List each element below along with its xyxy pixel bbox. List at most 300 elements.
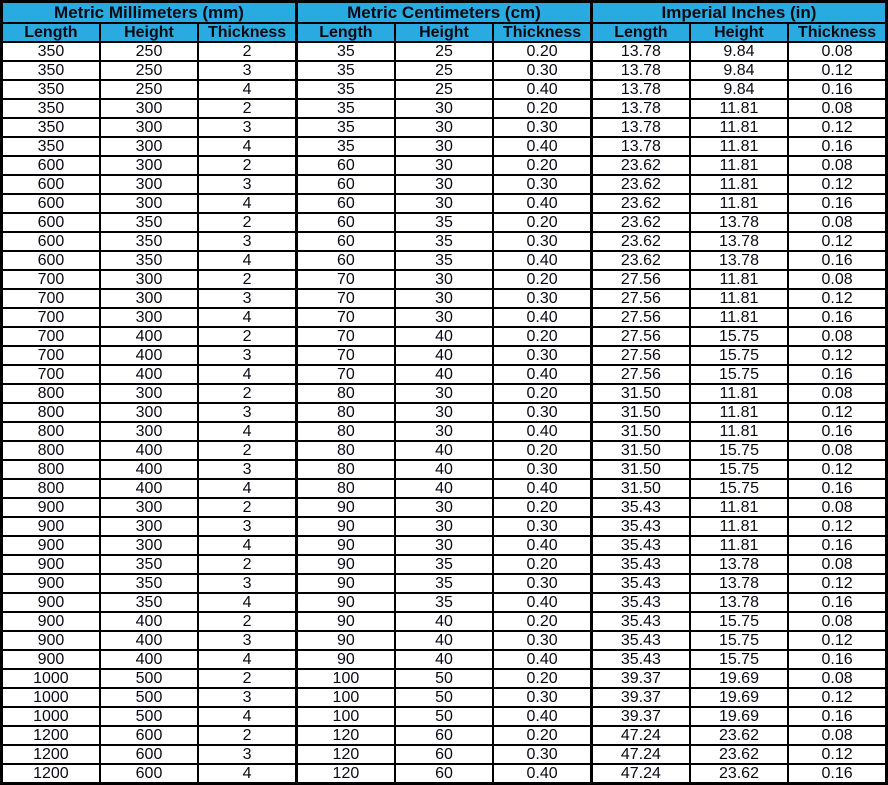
cell: 9.84 xyxy=(690,80,788,99)
cell: 19.69 xyxy=(690,688,788,707)
table-row xyxy=(2,669,887,688)
column-header-cm-thickness: Thickness xyxy=(493,23,591,42)
cell: 35 xyxy=(395,251,493,270)
cell: 1000 xyxy=(2,669,100,688)
table-row xyxy=(2,346,887,365)
cell: 30 xyxy=(395,308,493,327)
cell: 0.40 xyxy=(493,422,591,441)
table-row xyxy=(2,194,887,213)
table-row xyxy=(2,61,887,80)
table-row xyxy=(2,99,887,118)
cell: 70 xyxy=(296,270,394,289)
cell: 0.20 xyxy=(493,384,591,403)
cell: 31.50 xyxy=(591,479,689,498)
cell: 0.08 xyxy=(788,669,886,688)
cell: 0.12 xyxy=(788,403,886,422)
cell: 300 xyxy=(100,517,198,536)
cell: 350 xyxy=(2,42,100,61)
cell: 350 xyxy=(100,232,198,251)
cell: 23.62 xyxy=(591,156,689,175)
cell: 120 xyxy=(296,726,394,745)
cell: 0.08 xyxy=(788,384,886,403)
cell: 13.78 xyxy=(591,42,689,61)
cell: 35 xyxy=(296,99,394,118)
table-row xyxy=(2,498,887,517)
table-row xyxy=(2,517,887,536)
table-row xyxy=(2,555,887,574)
cell: 70 xyxy=(296,346,394,365)
cell: 0.20 xyxy=(493,99,591,118)
cell: 700 xyxy=(2,365,100,384)
group-header-metric-mm: Metric Millimeters (mm) xyxy=(2,2,297,24)
cell: 900 xyxy=(2,536,100,555)
cell: 600 xyxy=(100,764,198,784)
cell: 300 xyxy=(100,156,198,175)
cell: 30 xyxy=(395,99,493,118)
cell: 0.30 xyxy=(493,460,591,479)
cell: 0.30 xyxy=(493,688,591,707)
cell: 0.16 xyxy=(788,422,886,441)
cell: 0.20 xyxy=(493,156,591,175)
table-row xyxy=(2,536,887,555)
cell: 800 xyxy=(2,384,100,403)
cell: 900 xyxy=(2,517,100,536)
cell: 3 xyxy=(198,460,296,479)
cell: 35.43 xyxy=(591,650,689,669)
cell: 1200 xyxy=(2,726,100,745)
table-row xyxy=(2,745,887,764)
cell: 0.20 xyxy=(493,612,591,631)
cell: 0.08 xyxy=(788,42,886,61)
cell: 15.75 xyxy=(690,365,788,384)
cell: 300 xyxy=(100,289,198,308)
cell: 35.43 xyxy=(591,498,689,517)
cell: 11.81 xyxy=(690,517,788,536)
cell: 11.81 xyxy=(690,308,788,327)
cell: 30 xyxy=(395,137,493,156)
cell: 300 xyxy=(100,403,198,422)
cell: 1200 xyxy=(2,764,100,784)
table-row xyxy=(2,422,887,441)
cell: 350 xyxy=(100,213,198,232)
cell: 40 xyxy=(395,365,493,384)
cell: 300 xyxy=(100,308,198,327)
cell: 23.62 xyxy=(591,175,689,194)
cell: 600 xyxy=(2,194,100,213)
cell: 13.78 xyxy=(591,61,689,80)
cell: 11.81 xyxy=(690,194,788,213)
cell: 300 xyxy=(100,99,198,118)
column-header-cm-length: Length xyxy=(296,23,394,42)
cell: 2 xyxy=(198,726,296,745)
cell: 400 xyxy=(100,346,198,365)
cell: 13.78 xyxy=(690,593,788,612)
cell: 50 xyxy=(395,707,493,726)
cell: 11.81 xyxy=(690,289,788,308)
cell: 600 xyxy=(2,232,100,251)
cell: 400 xyxy=(100,479,198,498)
cell: 400 xyxy=(100,631,198,650)
cell: 0.30 xyxy=(493,175,591,194)
table-row xyxy=(2,612,887,631)
cell: 47.24 xyxy=(591,726,689,745)
cell: 800 xyxy=(2,479,100,498)
column-header-mm-thickness: Thickness xyxy=(198,23,296,42)
cell: 35.43 xyxy=(591,612,689,631)
cell: 13.78 xyxy=(591,118,689,137)
cell: 100 xyxy=(296,707,394,726)
cell: 40 xyxy=(395,650,493,669)
cell: 0.16 xyxy=(788,80,886,99)
cell: 300 xyxy=(100,194,198,213)
cell: 350 xyxy=(2,118,100,137)
cell: 2 xyxy=(198,441,296,460)
cell: 11.81 xyxy=(690,118,788,137)
cell: 250 xyxy=(100,80,198,99)
table-row xyxy=(2,688,887,707)
cell: 25 xyxy=(395,80,493,99)
cell: 15.75 xyxy=(690,612,788,631)
cell: 9.84 xyxy=(690,61,788,80)
cell: 0.30 xyxy=(493,403,591,422)
cell: 350 xyxy=(100,593,198,612)
table-row xyxy=(2,574,887,593)
cell: 23.62 xyxy=(591,213,689,232)
cell: 3 xyxy=(198,517,296,536)
cell: 400 xyxy=(100,441,198,460)
table-row xyxy=(2,403,887,422)
cell: 11.81 xyxy=(690,137,788,156)
cell: 350 xyxy=(2,99,100,118)
cell: 25 xyxy=(395,42,493,61)
cell: 27.56 xyxy=(591,289,689,308)
cell: 35.43 xyxy=(591,631,689,650)
table-row xyxy=(2,137,887,156)
cell: 800 xyxy=(2,460,100,479)
cell: 60 xyxy=(296,194,394,213)
table-row xyxy=(2,707,887,726)
cell: 3 xyxy=(198,118,296,137)
cell: 27.56 xyxy=(591,308,689,327)
cell: 0.12 xyxy=(788,631,886,650)
cell: 60 xyxy=(296,213,394,232)
cell: 0.20 xyxy=(493,270,591,289)
cell: 0.16 xyxy=(788,251,886,270)
table-row xyxy=(2,80,887,99)
cell: 500 xyxy=(100,707,198,726)
cell: 600 xyxy=(100,745,198,764)
cell: 4 xyxy=(198,764,296,784)
cell: 40 xyxy=(395,631,493,650)
cell: 0.20 xyxy=(493,555,591,574)
cell: 15.75 xyxy=(690,631,788,650)
cell: 30 xyxy=(395,422,493,441)
cell: 0.40 xyxy=(493,593,591,612)
cell: 100 xyxy=(296,688,394,707)
cell: 0.30 xyxy=(493,745,591,764)
cell: 0.08 xyxy=(788,612,886,631)
cell: 0.12 xyxy=(788,574,886,593)
cell: 3 xyxy=(198,61,296,80)
table-row xyxy=(2,460,887,479)
cell: 0.20 xyxy=(493,726,591,745)
cell: 0.40 xyxy=(493,137,591,156)
cell: 3 xyxy=(198,175,296,194)
cell: 2 xyxy=(198,213,296,232)
cell: 0.40 xyxy=(493,251,591,270)
cell: 900 xyxy=(2,555,100,574)
table-row xyxy=(2,289,887,308)
cell: 39.37 xyxy=(591,669,689,688)
cell: 0.40 xyxy=(493,308,591,327)
cell: 11.81 xyxy=(690,156,788,175)
cell: 0.20 xyxy=(493,213,591,232)
cell: 0.08 xyxy=(788,327,886,346)
cell: 0.40 xyxy=(493,764,591,784)
cell: 23.62 xyxy=(690,745,788,764)
cell: 0.40 xyxy=(493,707,591,726)
cell: 80 xyxy=(296,403,394,422)
cell: 40 xyxy=(395,479,493,498)
table-row xyxy=(2,726,887,745)
cell: 23.62 xyxy=(591,251,689,270)
cell: 900 xyxy=(2,631,100,650)
table-row xyxy=(2,118,887,137)
column-header-mm-length: Length xyxy=(2,23,100,42)
cell: 0.16 xyxy=(788,593,886,612)
cell: 11.81 xyxy=(690,384,788,403)
cell: 0.30 xyxy=(493,232,591,251)
cell: 2 xyxy=(198,156,296,175)
cell: 31.50 xyxy=(591,441,689,460)
cell: 0.40 xyxy=(493,479,591,498)
cell: 23.62 xyxy=(690,764,788,784)
cell: 0.16 xyxy=(788,194,886,213)
cell: 15.75 xyxy=(690,479,788,498)
cell: 27.56 xyxy=(591,365,689,384)
cell: 2 xyxy=(198,99,296,118)
cell: 900 xyxy=(2,498,100,517)
cell: 0.16 xyxy=(788,707,886,726)
cell: 300 xyxy=(100,422,198,441)
cell: 60 xyxy=(395,726,493,745)
cell: 27.56 xyxy=(591,346,689,365)
cell: 0.16 xyxy=(788,365,886,384)
cell: 30 xyxy=(395,270,493,289)
cell: 700 xyxy=(2,270,100,289)
cell: 0.12 xyxy=(788,517,886,536)
table-row xyxy=(2,175,887,194)
cell: 90 xyxy=(296,612,394,631)
cell: 0.20 xyxy=(493,327,591,346)
table-row xyxy=(2,156,887,175)
cell: 3 xyxy=(198,289,296,308)
cell: 13.78 xyxy=(591,137,689,156)
cell: 13.78 xyxy=(690,213,788,232)
cell: 600 xyxy=(2,156,100,175)
cell: 90 xyxy=(296,631,394,650)
cell: 90 xyxy=(296,574,394,593)
cell: 2 xyxy=(198,270,296,289)
cell: 70 xyxy=(296,289,394,308)
cell: 13.78 xyxy=(690,232,788,251)
cell: 40 xyxy=(395,346,493,365)
cell: 60 xyxy=(296,251,394,270)
cell: 0.30 xyxy=(493,289,591,308)
cell: 50 xyxy=(395,669,493,688)
cell: 0.40 xyxy=(493,194,591,213)
cell: 900 xyxy=(2,593,100,612)
table-row xyxy=(2,270,887,289)
column-header-cm-height: Height xyxy=(395,23,493,42)
cell: 350 xyxy=(2,137,100,156)
cell: 13.78 xyxy=(690,555,788,574)
cell: 300 xyxy=(100,270,198,289)
cell: 80 xyxy=(296,460,394,479)
cell: 0.08 xyxy=(788,726,886,745)
cell: 300 xyxy=(100,175,198,194)
cell: 0.08 xyxy=(788,498,886,517)
cell: 23.62 xyxy=(591,232,689,251)
cell: 900 xyxy=(2,612,100,631)
cell: 35.43 xyxy=(591,536,689,555)
table-row xyxy=(2,232,887,251)
cell: 3 xyxy=(198,745,296,764)
cell: 2 xyxy=(198,327,296,346)
cell: 400 xyxy=(100,365,198,384)
cell: 0.16 xyxy=(788,479,886,498)
cell: 4 xyxy=(198,479,296,498)
cell: 47.24 xyxy=(591,745,689,764)
cell: 0.16 xyxy=(788,536,886,555)
cell: 2 xyxy=(198,612,296,631)
cell: 47.24 xyxy=(591,764,689,784)
cell: 13.78 xyxy=(591,80,689,99)
cell: 35 xyxy=(395,555,493,574)
table-row xyxy=(2,308,887,327)
group-header-imperial-in: Imperial Inches (in) xyxy=(591,2,886,24)
cell: 31.50 xyxy=(591,422,689,441)
cell: 4 xyxy=(198,80,296,99)
cell: 300 xyxy=(100,384,198,403)
cell: 4 xyxy=(198,137,296,156)
cell: 80 xyxy=(296,384,394,403)
cell: 39.37 xyxy=(591,688,689,707)
cell: 9.84 xyxy=(690,42,788,61)
cell: 3 xyxy=(198,232,296,251)
cell: 15.75 xyxy=(690,441,788,460)
cell: 70 xyxy=(296,308,394,327)
cell: 13.78 xyxy=(690,251,788,270)
column-header-in-thickness: Thickness xyxy=(788,23,886,42)
table-row xyxy=(2,251,887,270)
cell: 15.75 xyxy=(690,460,788,479)
cell: 4 xyxy=(198,422,296,441)
cell: 0.20 xyxy=(493,42,591,61)
cell: 19.69 xyxy=(690,669,788,688)
cell: 30 xyxy=(395,289,493,308)
cell: 13.78 xyxy=(690,574,788,593)
cell: 400 xyxy=(100,460,198,479)
cell: 15.75 xyxy=(690,327,788,346)
cell: 23.62 xyxy=(690,726,788,745)
table-row xyxy=(2,384,887,403)
table-row xyxy=(2,631,887,650)
cell: 3 xyxy=(198,346,296,365)
cell: 30 xyxy=(395,384,493,403)
cell: 30 xyxy=(395,156,493,175)
cell: 27.56 xyxy=(591,327,689,346)
cell: 2 xyxy=(198,555,296,574)
cell: 500 xyxy=(100,688,198,707)
column-header-in-height: Height xyxy=(690,23,788,42)
cell: 35 xyxy=(395,593,493,612)
cell: 80 xyxy=(296,422,394,441)
cell: 60 xyxy=(296,232,394,251)
cell: 600 xyxy=(100,726,198,745)
cell: 23.62 xyxy=(591,194,689,213)
cell: 1000 xyxy=(2,707,100,726)
cell: 0.16 xyxy=(788,308,886,327)
cell: 11.81 xyxy=(690,403,788,422)
cell: 3 xyxy=(198,631,296,650)
cell: 0.30 xyxy=(493,346,591,365)
cell: 90 xyxy=(296,555,394,574)
cell: 0.30 xyxy=(493,118,591,137)
cell: 13.78 xyxy=(591,99,689,118)
cell: 39.37 xyxy=(591,707,689,726)
cell: 0.08 xyxy=(788,213,886,232)
cell: 4 xyxy=(198,650,296,669)
cell: 0.12 xyxy=(788,61,886,80)
cell: 60 xyxy=(296,156,394,175)
table-row xyxy=(2,327,887,346)
cell: 35.43 xyxy=(591,555,689,574)
cell: 3 xyxy=(198,688,296,707)
cell: 11.81 xyxy=(690,99,788,118)
cell: 11.81 xyxy=(690,422,788,441)
cell: 40 xyxy=(395,441,493,460)
cell: 90 xyxy=(296,517,394,536)
cell: 0.16 xyxy=(788,137,886,156)
cell: 400 xyxy=(100,612,198,631)
cell: 35 xyxy=(395,213,493,232)
cell: 700 xyxy=(2,289,100,308)
cell: 250 xyxy=(100,42,198,61)
cell: 0.30 xyxy=(493,631,591,650)
cell: 700 xyxy=(2,308,100,327)
cell: 4 xyxy=(198,365,296,384)
cell: 30 xyxy=(395,194,493,213)
cell: 11.81 xyxy=(690,270,788,289)
cell: 35 xyxy=(296,118,394,137)
cell: 0.30 xyxy=(493,517,591,536)
group-header-row xyxy=(2,2,887,24)
cell: 600 xyxy=(2,175,100,194)
cell: 35.43 xyxy=(591,593,689,612)
cell: 0.30 xyxy=(493,574,591,593)
table-body xyxy=(2,42,887,784)
cell: 1200 xyxy=(2,745,100,764)
cell: 2 xyxy=(198,384,296,403)
cell: 4 xyxy=(198,536,296,555)
cell: 0.12 xyxy=(788,232,886,251)
column-header-in-length: Length xyxy=(591,23,689,42)
cell: 600 xyxy=(2,251,100,270)
cell: 0.12 xyxy=(788,118,886,137)
cell: 900 xyxy=(2,574,100,593)
table-row xyxy=(2,213,887,232)
